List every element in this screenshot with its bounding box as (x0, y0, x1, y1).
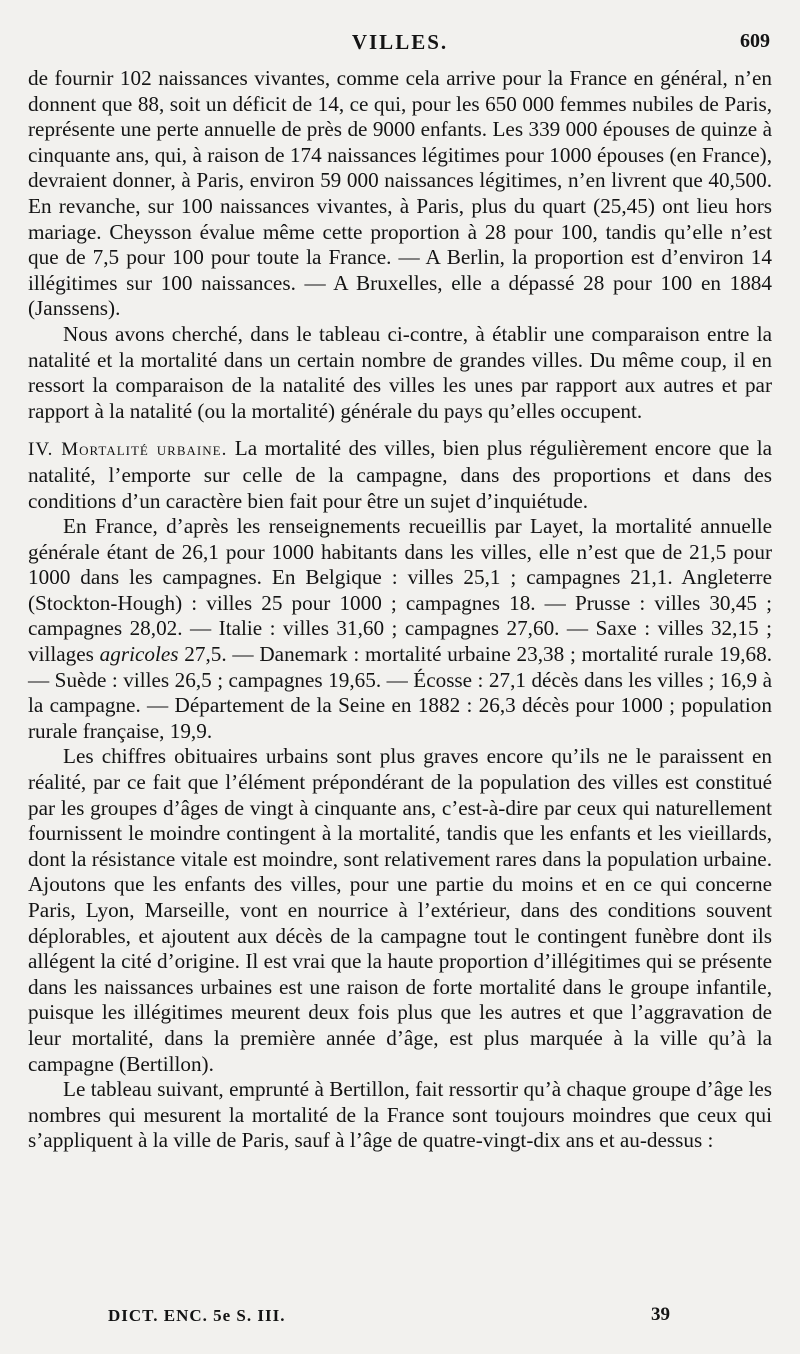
page-header (28, 22, 772, 66)
paragraph-statistics (28, 514, 772, 744)
section-label: IV. Mortalité urbaine. (28, 439, 228, 461)
statistics-text-part2: 27,5. — Danemark : mortalité urbaine 23,38 ; mortalité rurale 19,68. — Suède : villes 26,5 ; campagnes 19,65. — Écosse : 27,1 décès dans les villes ; 16,9 à la campagne. — Département de la Seine en 1882 : 26,3 décès pour 1000 ; population rurale française, 19,9. (28, 642, 772, 743)
footer-signature: DICT. ENC. 5e S. III. (108, 1306, 286, 1325)
page-number: 609 (740, 30, 770, 52)
section-intro-text: La mortalité des villes, bien plus régulièrement encore que la natalité, l’emporte sur celle de la campagne, dans des proportions et dans des conditions d’un caractère bien fait pour être un sujet d’inquiétude. (28, 436, 773, 513)
statistics-italic-word: agricoles (99, 642, 179, 667)
statistics-text-part1: En France, d’après les renseignements recueillis par Layet, la mortalité annuelle générale étant de 26,1 pour 1000 habitants dans les villes, elle n’est que de 21,5 pour 1000 dans les campagnes. En Belgique : villes 25,1 ; campagnes 21,1. Angleterre (Stockton-Hough) : villes 25 pour 1000 ; campagnes 18. — Prusse : villes 30,45 ; campagnes 28,02. — Italie : villes 31,60 ; campagnes 27,60. — Saxe : villes 32,15 ; villages (28, 514, 772, 667)
footer-sheet-number: 39 (651, 1304, 670, 1325)
section-urban-mortality (28, 436, 772, 514)
article-body (28, 66, 772, 1154)
paragraph-comparison: Nous avons cherché, dans le tableau ci-contre, à établir une comparaison entre la natalité et la mortalité dans un certain nombre de grandes villes. Du même coup, il en ressort la comparaison de la natalité des villes les unes par rapport aux autres et par rapport à la natalité (ou la mortalité) générale du pays qu’elles occupent. (28, 321, 772, 423)
running-head: VILLES. (351, 30, 449, 54)
paragraph-table-intro: Le tableau suivant, emprunté à Bertillon, fait ressortir qu’à chaque groupe d’âge les nombres qui mesurent la mortalité de la France sont toujours moindres que ceux qui s’appliquent à la ville de Paris, sauf à l’âge de quatre-vingt-dix ans et au-dessus : (28, 1077, 772, 1153)
paragraph-continued: de fournir 102 naissances vivantes, comme cela arrive pour la France en général, n’en donnent que 88, soit un déficit de 14, ce qui, pour les 650 000 femmes nubiles de Paris, représente une perte annuelle de près de 9000 enfants. Les 339 000 épouses de quinze à cinquante ans, qui, à raison de 174 naissances légitimes pour 1000 épouses (en France), devraient donner, à Paris, environ 59 000 naissances légitimes, n’en livrent que 40,500. En revanche, sur 100 naissances vivantes, à Paris, plus du quart (25,45) ont lieu hors mariage. Cheysson évalue même cette proportion à 28 pour 100, tandis qu’elle n’est que de 7,5 pour 100 pour toute la France. — A Berlin, la proportion est d’environ 14 illégitimes sur 100 naissances. — A Bruxelles, elle a dépassé 28 pour 100 en 1884 (Janssens). (28, 66, 772, 321)
paragraph-obituary-figures: Les chiffres obituaires urbains sont plus graves encore qu’ils ne le paraissent en réalité, par ce fait que l’élément prépondérant de la population des villes est constitué par les groupes d’âges de vingt à cinquante ans, c’est-à-dire par ceux qui naturellement fournissent le moindre contingent à la mortalité, tandis que les enfants et les vieillards, dont la résistance vitale est moindre, sont relativement rares dans la population urbaine. Ajoutons que les enfants des villes, pour une partie du moins et en ce qui concerne Paris, Lyon, Marseille, vont en nourrice à l’extérieur, dans des conditions souvent déplorables, et ajoutent aux décès de la campagne tout le contingent funèbre dont ils allégent la cité d’origine. Il est vrai que la haute proportion d’illégitimes qui se présente dans les naissances urbaines est une raison de forte mortalité dans le groupe infantile, puisque les illégitimes meurent deux fois plus que les autres et que l’aggravation de leur mortalité, dans la première année d’âge, est plus marquée à la ville qu’à la campagne (Bertillon). (28, 744, 772, 1076)
page (28, 22, 772, 1332)
page-footer (28, 1302, 772, 1332)
